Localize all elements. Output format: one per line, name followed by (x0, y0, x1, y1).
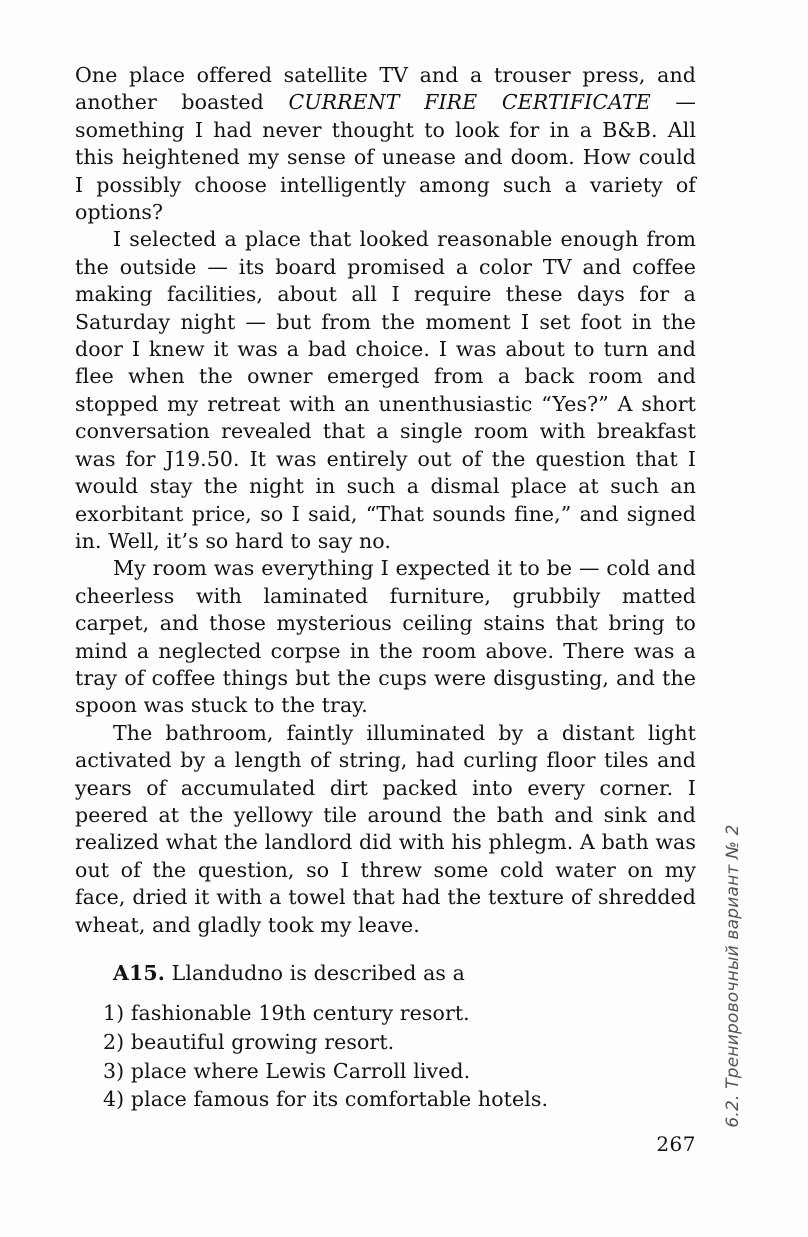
option-text: beautiful growing resort. (130, 1030, 395, 1054)
passage-paragraph-4: The bathroom, faintly illuminated by a distant light activated by a length of string, had curling floor tiles and years of accumulated dirt packed into every corner. I peered at the yellowy tile around the bath and sink and realized what the landlord did with his phlegm. A bath was out of the question, so I threw some cold water on my face, dried it with a towel that had the texture of shredded wheat, and gladly took my leave. (75, 720, 696, 937)
paragraph-text: One place offered satellite TV and a trouser press, and another boasted (75, 63, 696, 115)
answer-option-4 (103, 1085, 696, 1114)
option-text: place where Lewis Carroll lived. (130, 1058, 471, 1083)
chapter-sidebar-vertical-text: 6.2. Тренировочный вариант № 2 (723, 824, 743, 1128)
option-text: fashionable 19th century resort. (130, 1001, 470, 1026)
passage-paragraph-2: I selected a place that looked reasonable enough from the outside — its board promised a color TV and coffee making facilities, about all I require these days for a Saturday night — but from the moment I set foot in the door I knew it was a bad choice. I was about to turn and flee when the owner emerged from a back room and stopped my retreat with an unenthusiastic “Yes?” A short conversation revealed that a single room with breakfast was for J19.50. It was entirely out of the question that I would stay the night in such a dismal place at such an exorbitant price, so I said, “That sounds fine,” and signed in. Well, it’s so hard to say no. (75, 227, 696, 553)
question-a15 (75, 960, 696, 987)
answer-option-2 (103, 1028, 696, 1057)
answer-options-list (103, 999, 696, 1113)
paragraph-text: — something I had never thought to look for in a B&B. All this heightened my sense of unease and doom. How could I possibly choose intelligently among such a variety of options? (75, 90, 696, 225)
option-number: 3) (103, 1058, 125, 1083)
reading-passage (75, 62, 696, 1114)
page-number: 267 (656, 1132, 696, 1156)
fire-certificate-italic-text: CURRENT FIRE CERTIFICATE (288, 90, 651, 115)
option-number: 4) (103, 1087, 125, 1112)
option-number: 1) (103, 1001, 125, 1026)
answer-option-1 (103, 999, 696, 1028)
passage-paragraph-1 (75, 62, 696, 226)
answer-option-3 (103, 1057, 696, 1086)
option-text: place famous for its comfortable hotels. (130, 1087, 549, 1112)
question-text: Llandudno is described as a (171, 961, 465, 985)
question-number-label: A15. (113, 961, 165, 985)
passage-paragraph-3: My room was everything I expected it to be — cold and cheerless with laminated furniture, grubbily matted carpet, and those mysterious ceiling stains that bring to mind a neglected corpse in the room above. There was a tray of coffee things but the cups were disgusting, and the spoon was stuck to the tray. (75, 556, 696, 718)
option-number: 2) (103, 1030, 125, 1054)
